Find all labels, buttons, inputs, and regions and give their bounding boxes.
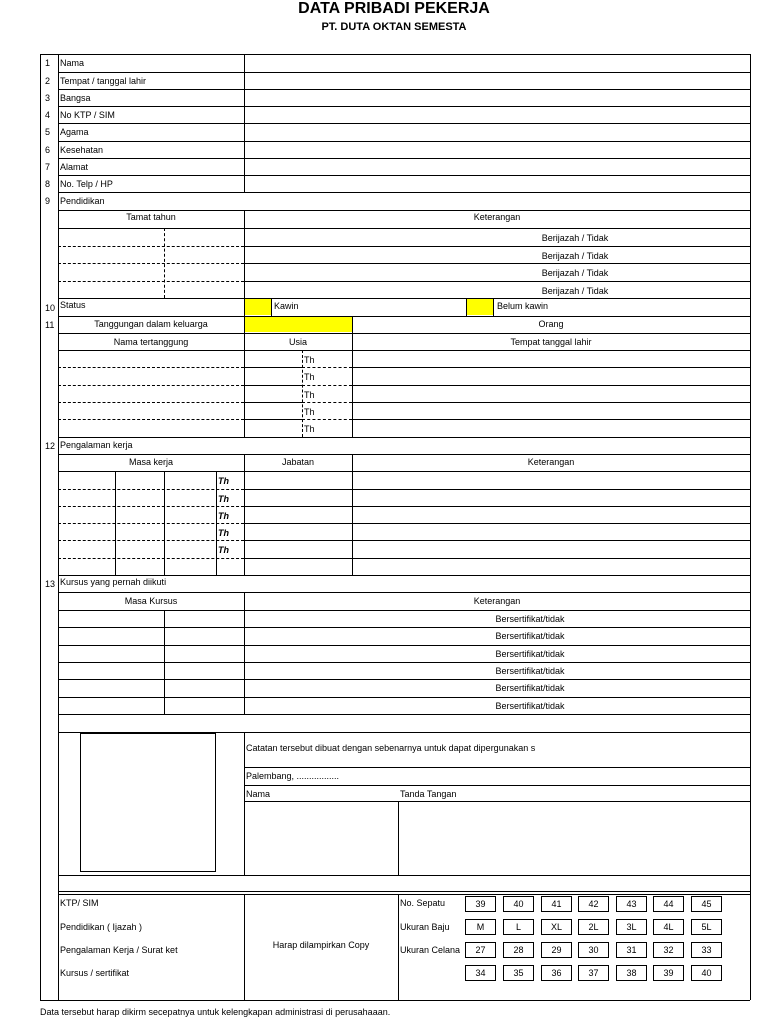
page-title: DATA PRIBADI PEKERJA xyxy=(298,0,490,17)
grid-line xyxy=(244,767,750,768)
field-label-pendidikan: Pendidikan xyxy=(60,196,105,206)
field-label-alamat: Alamat xyxy=(60,162,89,172)
course-input[interactable] xyxy=(245,646,749,661)
row-number: 10 xyxy=(45,303,56,313)
grid-line xyxy=(58,54,59,1000)
grid-line xyxy=(58,437,750,438)
grid-line xyxy=(58,210,750,211)
pants-size-option[interactable]: 34 xyxy=(465,965,496,981)
courses-col-period: Masa Kursus xyxy=(124,596,178,606)
row-number: 9 xyxy=(45,196,51,206)
grid-line xyxy=(58,454,750,455)
grid-line xyxy=(271,298,272,316)
course-input[interactable] xyxy=(245,628,749,644)
grid-line xyxy=(58,419,244,420)
grid-line xyxy=(40,54,41,1000)
status-label: Status xyxy=(60,300,86,310)
dependents-col-birth: Tempat tanggal lahir xyxy=(510,337,592,347)
field-label-kesehatan: Kesehatan xyxy=(60,145,104,155)
signature-label: Tanda Tangan xyxy=(400,789,457,799)
attachment-item: Pendidikan ( Ijazah ) xyxy=(60,922,143,932)
married-checkbox[interactable] xyxy=(245,299,271,315)
courses-col-note: Keterangan xyxy=(473,596,521,606)
grid-line xyxy=(466,298,467,316)
field-label-no-telp-hp: No. Telp / HP xyxy=(60,179,113,189)
grid-line xyxy=(58,891,750,892)
field-label-bangsa: Bangsa xyxy=(60,93,91,103)
experience-col-position: Jabatan xyxy=(281,457,315,467)
shoe-size-option[interactable]: 40 xyxy=(503,896,534,912)
pants-size-option[interactable]: 32 xyxy=(653,942,684,958)
grid-line xyxy=(58,402,244,403)
single-checkbox[interactable] xyxy=(467,299,493,315)
course-certificate-note: Bersertifikat/tidak xyxy=(495,683,565,693)
course-certificate-note: Bersertifikat/tidak xyxy=(495,631,565,641)
declaration-statement: Catatan tersebut dibuat dengan sebenarnya untuk dapat dipergunakan s xyxy=(246,743,536,753)
experience-years-unit: Th xyxy=(218,545,229,555)
attachment-note: Harap dilampirkan Copy xyxy=(272,940,370,950)
course-certificate-note: Bersertifikat/tidak xyxy=(495,614,565,624)
dependent-birth-input[interactable] xyxy=(353,403,749,418)
course-input[interactable] xyxy=(245,611,749,626)
shirt-size-option[interactable]: L xyxy=(503,919,534,935)
grid-line xyxy=(58,367,244,368)
pants-size-option[interactable]: 30 xyxy=(578,942,609,958)
grid-line xyxy=(302,402,352,403)
pants-size-option[interactable]: 39 xyxy=(653,965,684,981)
shoe-size-option[interactable]: 45 xyxy=(691,896,722,912)
married-label: Kawin xyxy=(274,301,299,311)
grid-line xyxy=(58,333,750,334)
grid-line xyxy=(750,54,751,1000)
field-input[interactable] xyxy=(245,73,749,88)
grid-line xyxy=(58,246,244,247)
attachment-item: Pengalaman Kerja / Surat ket xyxy=(60,945,178,955)
age-unit: Th xyxy=(304,372,315,382)
place-date: Palembang, ................. xyxy=(246,771,340,781)
grid-line xyxy=(302,367,352,368)
grid-line xyxy=(164,610,165,714)
shoe-size-option[interactable]: 43 xyxy=(616,896,647,912)
shirt-size-option[interactable]: 4L xyxy=(653,919,684,935)
education-certificate-note: Berijazah / Tidak xyxy=(541,233,609,243)
attachment-item: Kursus / sertifikat xyxy=(60,968,130,978)
shoe-size-option[interactable]: 39 xyxy=(465,896,496,912)
grid-line xyxy=(164,228,165,298)
field-label-nama: Nama xyxy=(60,58,85,68)
grid-line xyxy=(164,471,165,575)
course-certificate-note: Bersertifikat/tidak xyxy=(495,701,565,711)
pants-size-option[interactable]: 33 xyxy=(691,942,722,958)
dependents-count-input[interactable] xyxy=(245,317,352,332)
pants-size-label: Ukuran Celana xyxy=(400,945,461,955)
pants-size-option[interactable]: 29 xyxy=(541,942,572,958)
dependents-col-age: Usia xyxy=(288,337,307,347)
field-input[interactable] xyxy=(245,55,749,71)
shirt-size-option[interactable]: M xyxy=(465,919,496,935)
shoe-size-label: No. Sepatu xyxy=(400,898,446,908)
course-certificate-note: Bersertifikat/tidak xyxy=(495,649,565,659)
row-number: 4 xyxy=(45,110,51,120)
row-number: 1 xyxy=(45,58,51,68)
grid-line xyxy=(115,471,116,575)
grid-line xyxy=(58,385,244,386)
grid-line xyxy=(493,298,494,316)
signature-area[interactable] xyxy=(399,802,749,874)
grid-line xyxy=(58,714,750,715)
grid-line xyxy=(244,54,245,192)
name-label: Nama xyxy=(246,789,271,799)
row-number: 6 xyxy=(45,145,51,155)
experience-years-unit: Th xyxy=(218,494,229,504)
grid-line xyxy=(58,894,750,895)
shirt-size-option[interactable]: XL xyxy=(541,919,572,935)
grid-line xyxy=(244,298,245,316)
field-input[interactable] xyxy=(245,142,749,157)
row-number: 5 xyxy=(45,127,51,137)
shoe-size-option[interactable]: 41 xyxy=(541,896,572,912)
grid-line xyxy=(58,592,750,593)
pants-size-option[interactable]: 40 xyxy=(691,965,722,981)
course-input[interactable] xyxy=(245,680,749,696)
shirt-size-option[interactable]: 3L xyxy=(616,919,647,935)
grid-line xyxy=(58,298,750,299)
dependent-birth-input[interactable] xyxy=(353,351,749,366)
shirt-size-label: Ukuran Baju xyxy=(400,922,450,932)
company-name: PT. DUTA OKTAN SEMESTA xyxy=(321,21,467,33)
grid-line xyxy=(302,385,352,386)
field-label-tempat-tanggal-lahir: Tempat / tanggal lahir xyxy=(60,76,147,86)
grid-line xyxy=(58,192,750,193)
pants-size-option[interactable]: 31 xyxy=(616,942,647,958)
dependent-birth-input[interactable] xyxy=(353,420,749,436)
grid-line xyxy=(244,402,302,403)
field-input[interactable] xyxy=(245,124,749,140)
grid-line xyxy=(58,471,750,472)
grid-line xyxy=(244,367,302,368)
grid-line xyxy=(58,281,244,282)
grid-line xyxy=(58,875,750,876)
education-input[interactable] xyxy=(245,247,749,262)
shoe-size-option[interactable]: 44 xyxy=(653,896,684,912)
age-unit: Th xyxy=(304,355,315,365)
field-input[interactable] xyxy=(245,107,749,122)
row-number: 13 xyxy=(45,579,56,589)
field-input[interactable] xyxy=(245,159,749,174)
dependents-unit: Orang xyxy=(538,319,564,329)
course-certificate-note: Bersertifikat/tidak xyxy=(495,666,565,676)
pants-size-option[interactable]: 38 xyxy=(616,965,647,981)
pants-size-option[interactable]: 37 xyxy=(578,965,609,981)
photo-box[interactable] xyxy=(80,733,216,872)
experience-years-unit: Th xyxy=(218,528,229,538)
experience-years-unit: Th xyxy=(218,511,229,521)
field-input[interactable] xyxy=(245,176,749,191)
dependents-col-name: Nama tertanggung xyxy=(113,337,189,347)
age-unit: Th xyxy=(304,390,315,400)
grid-line xyxy=(352,454,353,575)
education-certificate-note: Berijazah / Tidak xyxy=(541,251,609,261)
education-input[interactable] xyxy=(245,264,749,280)
grid-line xyxy=(244,558,750,559)
field-label-no-ktp-sim: No KTP / SIM xyxy=(60,110,115,120)
course-input[interactable] xyxy=(245,663,749,678)
pants-size-option[interactable]: 28 xyxy=(503,942,534,958)
grid-line xyxy=(58,316,750,317)
grid-line xyxy=(244,506,750,507)
education-col-year: Tamat tahun xyxy=(126,212,176,222)
shirt-size-option[interactable]: 5L xyxy=(691,919,722,935)
field-input[interactable] xyxy=(245,90,749,105)
grid-line xyxy=(244,785,750,786)
name-input[interactable] xyxy=(245,802,397,874)
single-label: Belum kawin xyxy=(497,301,549,311)
experience-years-unit: Th xyxy=(218,476,229,486)
grid-line xyxy=(40,1000,750,1001)
grid-line xyxy=(216,471,217,575)
attachment-item: KTP/ SIM xyxy=(60,898,99,908)
dependent-birth-input[interactable] xyxy=(353,368,749,384)
grid-line xyxy=(244,489,750,490)
age-unit: Th xyxy=(304,424,315,434)
age-unit: Th xyxy=(304,407,315,417)
education-input[interactable] xyxy=(245,229,749,245)
shirt-size-option[interactable]: 2L xyxy=(578,919,609,935)
education-certificate-note: Berijazah / Tidak xyxy=(541,268,609,278)
grid-line xyxy=(58,263,244,264)
grid-line xyxy=(244,523,750,524)
row-number: 2 xyxy=(45,76,51,86)
experience-label: Pengalaman kerja xyxy=(60,440,133,450)
grid-line xyxy=(302,419,352,420)
dependent-birth-input[interactable] xyxy=(353,386,749,401)
grid-line xyxy=(244,454,245,575)
education-col-note: Keterangan xyxy=(473,212,521,222)
pants-size-option[interactable]: 36 xyxy=(541,965,572,981)
education-input[interactable] xyxy=(245,282,749,297)
education-certificate-note: Berijazah / Tidak xyxy=(541,286,609,296)
grid-line xyxy=(244,419,302,420)
row-number: 12 xyxy=(45,441,56,451)
grid-line xyxy=(302,350,303,437)
experience-col-note: Keterangan xyxy=(527,457,575,467)
shoe-size-option[interactable]: 42 xyxy=(578,896,609,912)
field-label-agama: Agama xyxy=(60,127,89,137)
row-number: 11 xyxy=(45,320,55,330)
course-input[interactable] xyxy=(245,698,749,713)
row-number: 7 xyxy=(45,162,51,172)
grid-line xyxy=(244,540,750,541)
courses-label: Kursus yang pernah diikuti xyxy=(60,577,167,587)
grid-line xyxy=(398,894,399,1000)
footer-note: Data tersebut harap dikirm secepatnya untuk kelengkapan administrasi di perusahaaan. xyxy=(40,1007,391,1017)
row-number: 8 xyxy=(45,179,51,189)
experience-col-period: Masa kerja xyxy=(128,457,173,467)
pants-size-option[interactable]: 35 xyxy=(503,965,534,981)
grid-line xyxy=(58,575,750,576)
pants-size-option[interactable]: 27 xyxy=(465,942,496,958)
row-number: 3 xyxy=(45,93,51,103)
grid-line xyxy=(244,385,302,386)
dependents-label: Tanggungan dalam keluarga xyxy=(94,319,208,329)
